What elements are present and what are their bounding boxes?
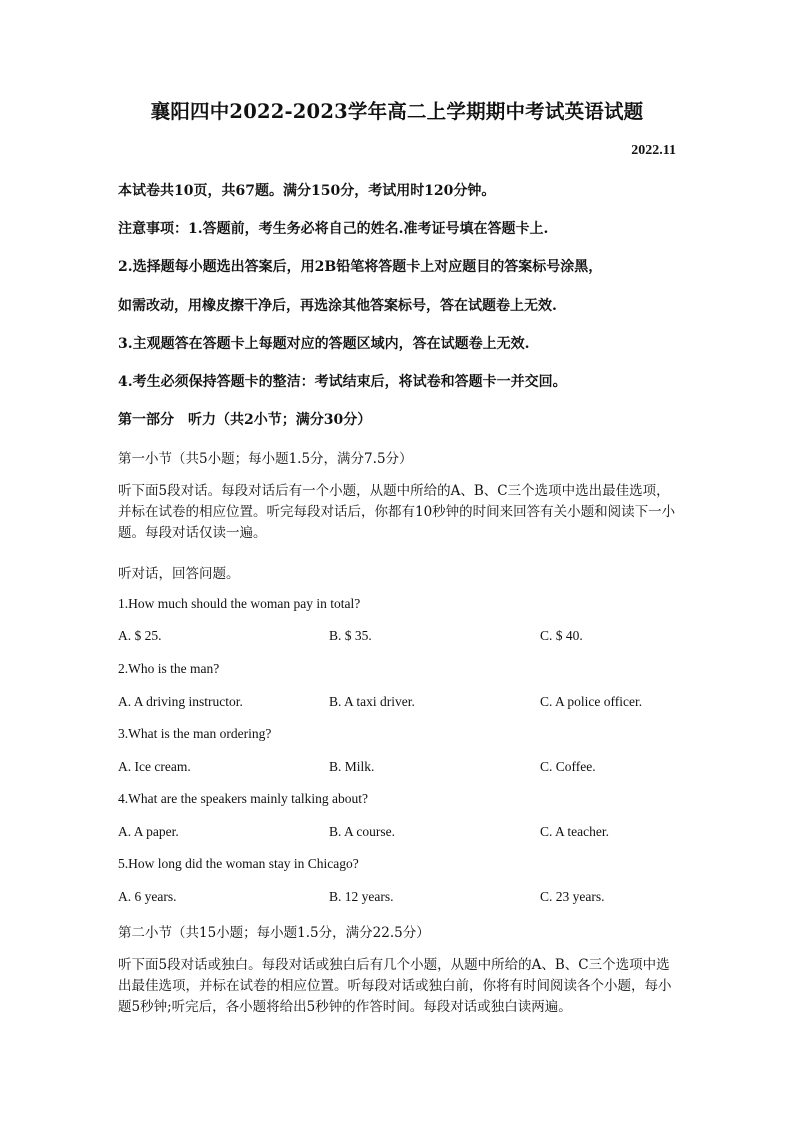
question-1-option-b: B. $ 35.: [329, 628, 372, 643]
exam-intro: 本试卷共10页，共67题。满分150分，考试用时120分钟。: [118, 183, 496, 199]
question-5-option-c: C. 23 years.: [540, 889, 605, 904]
question-4-option-a: A. A paper.: [118, 824, 179, 839]
section1-prompt: 听对话，回答问题。: [118, 566, 240, 582]
question-2-option-b: B. A taxi driver.: [329, 694, 415, 709]
question-4-option-c: C. A teacher.: [540, 824, 609, 839]
question-5-option-a: A. 6 years.: [118, 889, 177, 904]
part1-heading: 第一部分 听力（共2小节；满分30分）: [118, 412, 372, 428]
exam-date: 2022.11: [631, 143, 676, 158]
section2-directions: 听下面5段对话或独白。每段对话或独白后有几个小题，从题中所给的A、B、C三个选项中选出最佳选项，并标在试卷的相应位置。听每段对话或独白前，你将有时间阅读各个小题，每小题5秒钟;听完后，各小题将给出5秒钟的作答时间。每段对话或独白读两遍。: [118, 957, 672, 1015]
question-2-option-c: C. A police officer.: [540, 694, 643, 709]
question-1-option-c: C. $ 40.: [540, 628, 583, 643]
note-1: 注意事项：1.答题前，考生务必将自己的姓名.准考证号填在答题卡上.: [118, 221, 549, 237]
question-4-stem: 4.What are the speakers mainly talking about?: [118, 791, 369, 806]
note-2-line-1: 2.选择题每小题选出答案后，用2B铅笔将答题卡上对应题目的答案标号涂黑，: [118, 259, 603, 275]
note-2-line-2: 如需改动，用橡皮擦干净后，再选涂其他答案标号，答在试题卷上无效.: [118, 298, 557, 314]
page-title: 襄阳四中2022-2023学年高二上学期期中考试英语试题: [150, 100, 644, 123]
question-5-option-b: B. 12 years.: [329, 889, 394, 904]
question-1-option-a: A. $ 25.: [118, 628, 162, 643]
question-4-option-b: B. A course.: [329, 824, 395, 839]
section2-heading: 第二小节（共15小题；每小题1.5分，满分22.5分）: [118, 925, 430, 941]
note-3: 3.主观题答在答题卡上每题对应的答题区域内，答在试题卷上无效.: [118, 336, 530, 352]
question-2-stem: 2.Who is the man?: [118, 661, 220, 676]
note-4: 4.考生必须保持答题卡的整洁：考试结束后，将试卷和答题卡一并交回。: [118, 374, 567, 390]
question-3-option-b: B. Milk.: [329, 759, 375, 774]
question-5-stem: 5.How long did the woman stay in Chicago?: [118, 856, 359, 871]
question-1-stem: 1.How much should the woman pay in total?: [118, 596, 361, 611]
question-2-option-a: A. A driving instructor.: [118, 694, 243, 709]
question-3-option-a: A. Ice cream.: [118, 759, 191, 774]
question-3-stem: 3.What is the man ordering?: [118, 726, 272, 741]
section1-heading: 第一小节（共5小题；每小题1.5分，满分7.5分）: [118, 451, 413, 467]
section1-directions: 听下面5段对话。每段对话后有一个小题，从题中所给的A、B、C三个选项中选出最佳选项，并标在试卷的相应位置。听完每段对话后，你都有10秒钟的时间来回答有关小题和阅读下一小题。每段对话仅读一遍。: [118, 483, 676, 541]
question-3-option-c: C. Coffee.: [540, 759, 596, 774]
